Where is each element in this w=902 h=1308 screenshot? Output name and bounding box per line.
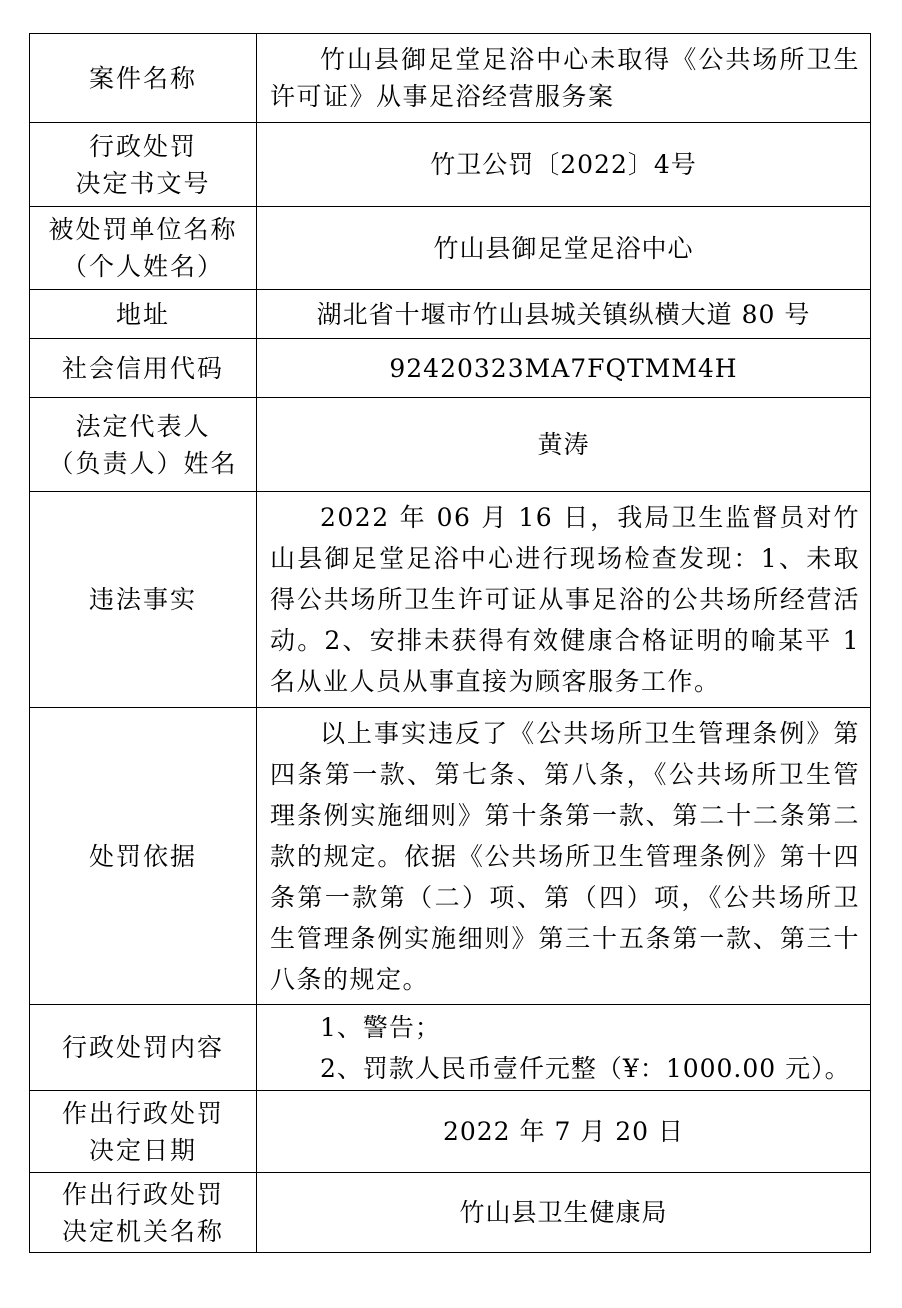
decision-date-label-line1: 作出行政处罚 xyxy=(61,1098,224,1128)
violation-facts-value: 2022 年 06 月 16 日，我局卫生监督员对竹山县御足堂足浴中心进行现场检查发现：1、未取得公共场所卫生许可证从事足浴的公共场所经营活动。2、安排未获得有效健康合格证明的喻某平 1 名从业人员从事直接为顾客服务工作。 xyxy=(257,492,871,708)
credit-code-value: 92420323MA7FQTMM4H xyxy=(257,339,871,398)
row-penalized-party xyxy=(30,207,871,290)
credit-code-label: 社会信用代码 xyxy=(30,339,257,398)
address-label: 地址 xyxy=(30,290,257,339)
row-decision-date xyxy=(30,1091,871,1173)
violation-facts-label: 违法事实 xyxy=(30,492,257,708)
row-credit-code xyxy=(30,339,871,398)
legal-rep-label xyxy=(30,398,257,492)
legal-rep-label-line1: 法定代表人 xyxy=(75,411,211,441)
authority-label-line1: 作出行政处罚 xyxy=(61,1179,224,1209)
row-case-name xyxy=(30,34,871,123)
authority-label xyxy=(30,1173,257,1253)
legal-rep-value: 黄涛 xyxy=(257,398,871,492)
address-value: 湖北省十堰市竹山县城关镇纵横大道 80 号 xyxy=(257,290,871,339)
penalty-disclosure-table xyxy=(29,33,871,1253)
legal-rep-label-line2: （负责人）姓名 xyxy=(48,448,238,478)
penalized-party-label xyxy=(30,207,257,290)
decision-no-label-line1: 行政处罚 xyxy=(88,131,197,161)
row-violation-facts xyxy=(30,492,871,708)
penalty-item: 2、罚款人民币壹仟元整（¥：1000.00 元）。 xyxy=(320,1053,851,1083)
authority-value: 竹山县卫生健康局 xyxy=(257,1173,871,1253)
penalized-party-label-line2: （个人姓名） xyxy=(61,252,224,281)
decision-no-value: 竹卫公罚〔2022〕4号 xyxy=(257,123,871,207)
row-authority xyxy=(30,1173,871,1253)
case-name-label: 案件名称 xyxy=(30,34,257,123)
penalty-basis-value: 以上事实违反了《公共场所卫生管理条例》第四条第一款、第七条、第八条，《公共场所卫生管理条例实施细则》第十条第一款、第二十二条第二款的规定。依据《公共场所卫生管理条例》第十四条第一款第（二）项、第（四）项，《公共场所卫生管理条例实施细则》第三十五条第一款、第三十八条的规定。 xyxy=(257,708,871,1005)
row-penalty-basis xyxy=(30,708,871,1005)
row-decision-no xyxy=(30,123,871,207)
penalized-party-label-line1: 被处罚单位名称 xyxy=(48,215,238,244)
decision-date-label xyxy=(30,1091,257,1173)
authority-label-line2: 决定机关名称 xyxy=(61,1216,224,1246)
penalty-content-value xyxy=(257,1005,871,1091)
penalty-item: 1、警告； xyxy=(320,1012,441,1042)
penalty-basis-label: 处罚依据 xyxy=(30,708,257,1005)
decision-no-label-line2: 决定书文号 xyxy=(75,168,211,198)
decision-date-label-line2: 决定日期 xyxy=(88,1135,197,1165)
decision-date-value: 2022 年 7 月 20 日 xyxy=(257,1091,871,1173)
penalty-content-label: 行政处罚内容 xyxy=(30,1005,257,1091)
row-penalty-content xyxy=(30,1005,871,1091)
penalized-party-value: 竹山县御足堂足浴中心 xyxy=(257,207,871,290)
decision-no-label xyxy=(30,123,257,207)
row-legal-rep xyxy=(30,398,871,492)
row-address xyxy=(30,290,871,339)
case-name-value: 竹山县御足堂足浴中心未取得《公共场所卫生许可证》从事足浴经营服务案 xyxy=(257,34,871,123)
